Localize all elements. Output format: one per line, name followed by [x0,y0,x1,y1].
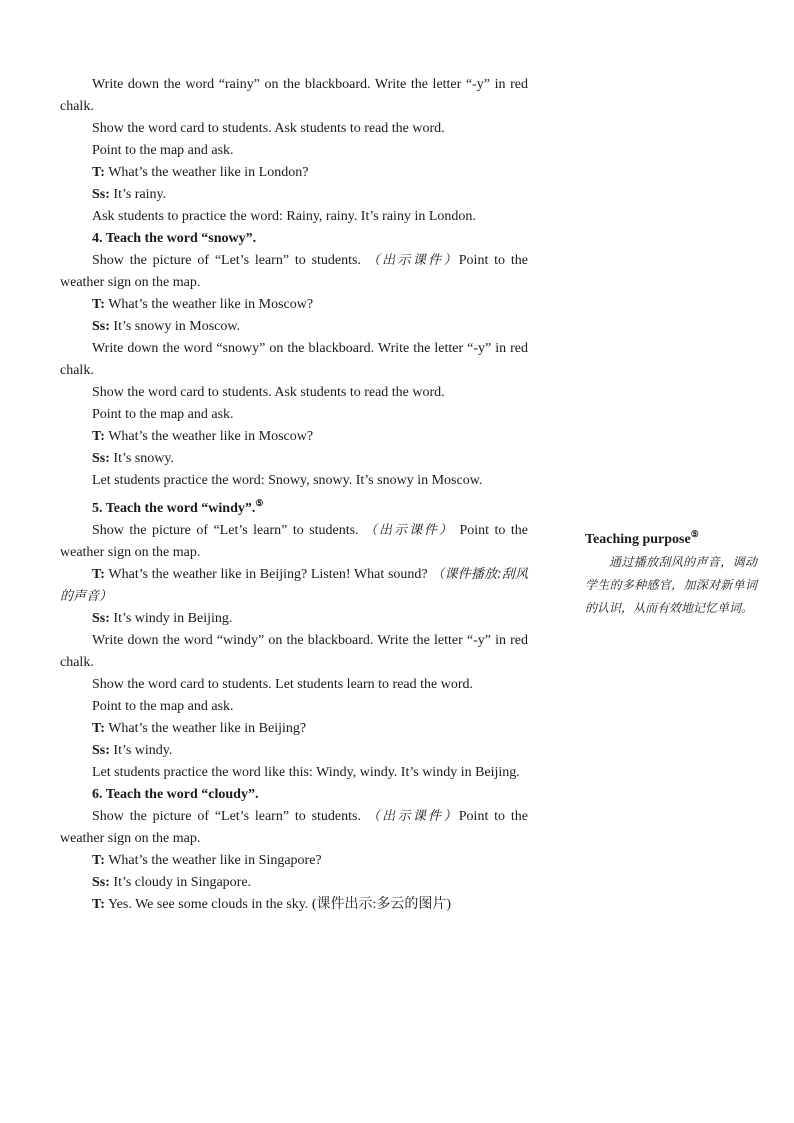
dialogue-text: It’s cloudy in Singapore. [109,875,252,890]
dialogue-text: It’s windy. [109,743,173,758]
dialogue-line [60,448,528,470]
circled-number-mark: ⑤ [690,529,699,539]
body-paragraph: Point to the map and ask. [92,143,234,158]
paragraph-text: Show the picture of “Let’s learn” to students. [92,523,365,538]
dialogue-line [60,850,528,872]
dialogue-line [60,426,528,448]
body-paragraph: Write down the word “rainy” on the blackboard. Write the letter “-y” in red chalk. [60,77,528,114]
courseware-note: （出示课件） [366,809,459,824]
courseware-note: （出示课件） [366,253,459,268]
body-paragraph: Let students practice the word: Snowy, snowy. It’s snowy in Moscow. [92,473,483,488]
dialogue-text: It’s snowy in Moscow. [109,319,241,334]
body-paragraph: Let students practice the word like this: Windy, windy. It’s windy in Beijing. [92,765,520,780]
section-heading-text: 5. Teach the word “windy”. [92,501,256,516]
paragraph-text: Point to the weather sign on the map. [60,809,528,846]
dialogue-text: What’s the weather like in London? [104,165,309,180]
paragraph-text: Show the picture of “Let’s learn” to students. [92,253,367,268]
body-paragraph: Show the word card to students. Ask students to read the word. [92,385,445,400]
dialogue-line [60,316,528,338]
speaker-label: T: [92,165,105,180]
speaker-label: T: [92,429,105,444]
body-paragraph: Point to the map and ask. [92,699,234,714]
dialogue-line [60,294,528,316]
teaching-purpose-note [585,523,757,620]
dialogue-text: What’s the weather like in Singapore? [104,853,322,868]
teaching-purpose-title: Teaching purpose⑤ [585,529,699,547]
body-paragraph: Write down the word “windy” on the blackboard. Write the letter “-y” in red chalk. [60,633,528,670]
speaker-label: T: [92,297,105,312]
dialogue-text: What’s the weather like in Moscow? [104,297,314,312]
body-paragraph: Show the word card to students. Ask students to read the word. [92,121,445,136]
paragraph-text: Point to the weather sign on the map. [60,253,528,290]
body-paragraph: Ask students to practice the word: Rainy, rainy. It’s rainy in London. [92,209,476,224]
section-heading [60,784,528,806]
dialogue-text: What’s the weather like in Beijing? Listen! What sound? [104,567,432,582]
teaching-purpose-body: 通过播放刮风的声音，调动学生的多种感官，加深对新单词的认识，从而有效地记忆单词。 [585,555,757,615]
dialogue-line [60,564,528,608]
body-paragraph [60,520,528,564]
paragraph-text: Point to the weather sign on the map. [60,523,528,560]
speaker-label: T: [92,567,105,582]
dialogue-line [60,894,528,916]
courseware-note: （出示课件） [364,523,454,538]
circled-number-mark: ⑤ [255,498,264,508]
lesson-text [60,74,528,916]
dialogue-line [60,718,528,740]
footnote-sup [255,498,263,508]
speaker-label: Ss: [92,187,110,202]
body-paragraph: Write down the word “snowy” on the blackboard. Write the letter “-y” in red chalk. [60,341,528,378]
dialogue-text: It’s snowy. [109,451,174,466]
speaker-label: Ss: [92,451,110,466]
speaker-label: T: [92,897,105,912]
speaker-label: Ss: [92,875,110,890]
speaker-label: T: [92,853,105,868]
dialogue-line [60,740,528,762]
dialogue-line [60,184,528,206]
body-paragraph [60,806,528,850]
section-heading [60,228,528,250]
section-heading-text: 6. Teach the word “cloudy”. [92,787,259,802]
dialogue-text: Yes. We see some clouds in the sky. (课件出示:多云的图片) [104,897,452,912]
courseware-note: （课件播放:刮风的声音） [60,567,528,604]
speaker-label: Ss: [92,743,110,758]
paragraph-text: Show the picture of “Let’s learn” to students. [92,809,367,824]
dialogue-text: What’s the weather like in Moscow? [104,429,314,444]
body-paragraph [60,250,528,294]
speaker-label: Ss: [92,611,110,626]
dialogue-line [60,872,528,894]
dialogue-text: What’s the weather like in Beijing? [104,721,307,736]
section-heading-text: 4. Teach the word “snowy”. [92,231,257,246]
body-paragraph: Point to the map and ask. [92,407,234,422]
dialogue-line [60,162,528,184]
speaker-label: Ss: [92,319,110,334]
body-paragraph: Show the word card to students. Let students learn to read the word. [92,677,474,692]
speaker-label: T: [92,721,105,736]
section-heading [60,492,528,520]
dialogue-text: It’s rainy. [109,187,167,202]
dialogue-line [60,608,528,630]
dialogue-text: It’s windy in Beijing. [109,611,233,626]
